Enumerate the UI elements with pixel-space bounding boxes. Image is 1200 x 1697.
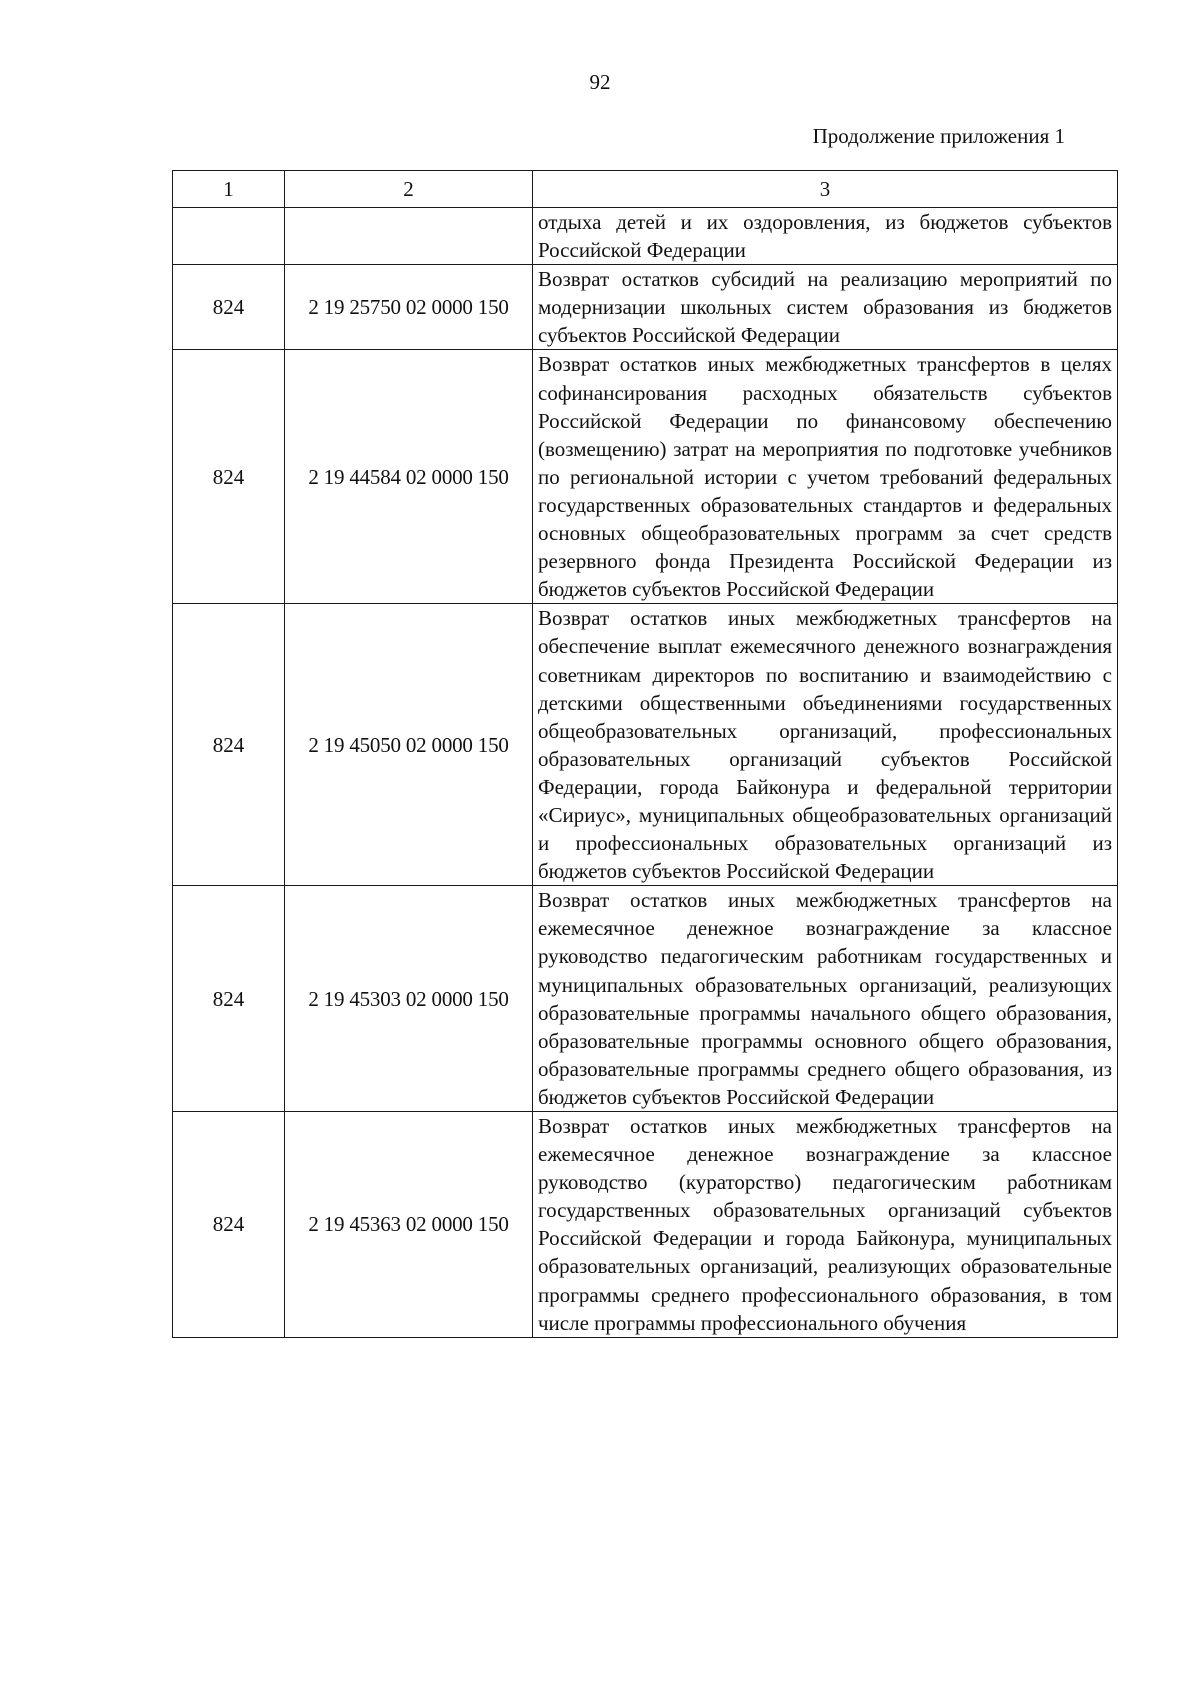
revenue-codes-table (172, 170, 1118, 1338)
description-cell: отдыха детей и их оздоровления, из бюджетов субъектов Российской Федерации (533, 208, 1118, 265)
budget-code-cell: 2 19 45303 02 0000 150 (285, 886, 533, 1112)
table-row (173, 265, 1118, 350)
admin-code-cell: 824 (173, 604, 285, 886)
column-header-3: 3 (533, 171, 1118, 208)
table-header-row (173, 171, 1118, 208)
description-cell: Возврат остатков иных межбюджетных трансфертов в целях софинансирования расходных обязательств субъектов Российской Федерации по финансовому обеспечению (возмещению) затрат на мероприятия по подготовке учебников по региональной истории с учетом требований федеральных государственных образовательных стандартов и федеральных основных общеобразовательных программ за счет средств резервного фонда Президента Российской Федерации из бюджетов субъектов Российской Федерации (533, 350, 1118, 604)
admin-code-cell: 824 (173, 886, 285, 1112)
description-cell: Возврат остатков иных межбюджетных трансфертов на обеспечение выплат ежемесячного денежного вознаграждения советникам директоров по воспитанию и взаимодействию с детскими общественными объединениями государственных общеобразовательных организаций, профессиональных образовательных организаций субъектов Российской Федерации, города Байконура и федеральной территории «Сириус», муниципальных общеобразовательных организаций и профессиональных образовательных организаций из бюджетов субъектов Российской Федерации (533, 604, 1118, 886)
budget-code-cell (285, 208, 533, 265)
budget-code-cell: 2 19 45363 02 0000 150 (285, 1112, 533, 1338)
budget-code-cell: 2 19 25750 02 0000 150 (285, 265, 533, 350)
description-cell: Возврат остатков иных межбюджетных трансфертов на ежемесячное денежное вознаграждение за классное руководство педагогическим работникам государственных и муниципальных образовательных организаций, реализующих образовательные программы начального общего образования, образовательные программы основного общего образования, образовательные программы среднего общего образования, из бюджетов субъектов Российской Федерации (533, 886, 1118, 1112)
column-header-2: 2 (285, 171, 533, 208)
description-cell: Возврат остатков субсидий на реализацию мероприятий по модернизации школьных систем образования из бюджетов субъектов Российской Федерации (533, 265, 1118, 350)
admin-code-cell: 824 (173, 1112, 285, 1338)
budget-code-cell: 2 19 45050 02 0000 150 (285, 604, 533, 886)
table-row (173, 208, 1118, 265)
admin-code-cell: 824 (173, 350, 285, 604)
page-number: 92 (589, 70, 611, 94)
column-header-1: 1 (173, 171, 285, 208)
admin-code-cell (173, 208, 285, 265)
description-cell: Возврат остатков иных межбюджетных трансфертов на ежемесячное денежное вознаграждение за классное руководство (кураторство) педагогическим работникам государственных образовательных организаций субъектов Российской Федерации и города Байконура, муниципальных образовательных организаций, реализующих образовательные программы среднего профессионального образования, в том числе программы профессионального обучения (533, 1112, 1118, 1338)
table-row (173, 1112, 1118, 1338)
continuation-label: Продолжение приложения 1 (812, 124, 1065, 148)
admin-code-cell: 824 (173, 265, 285, 350)
table-row (173, 604, 1118, 886)
table-row (173, 350, 1118, 604)
table-row (173, 886, 1118, 1112)
budget-code-cell: 2 19 44584 02 0000 150 (285, 350, 533, 604)
